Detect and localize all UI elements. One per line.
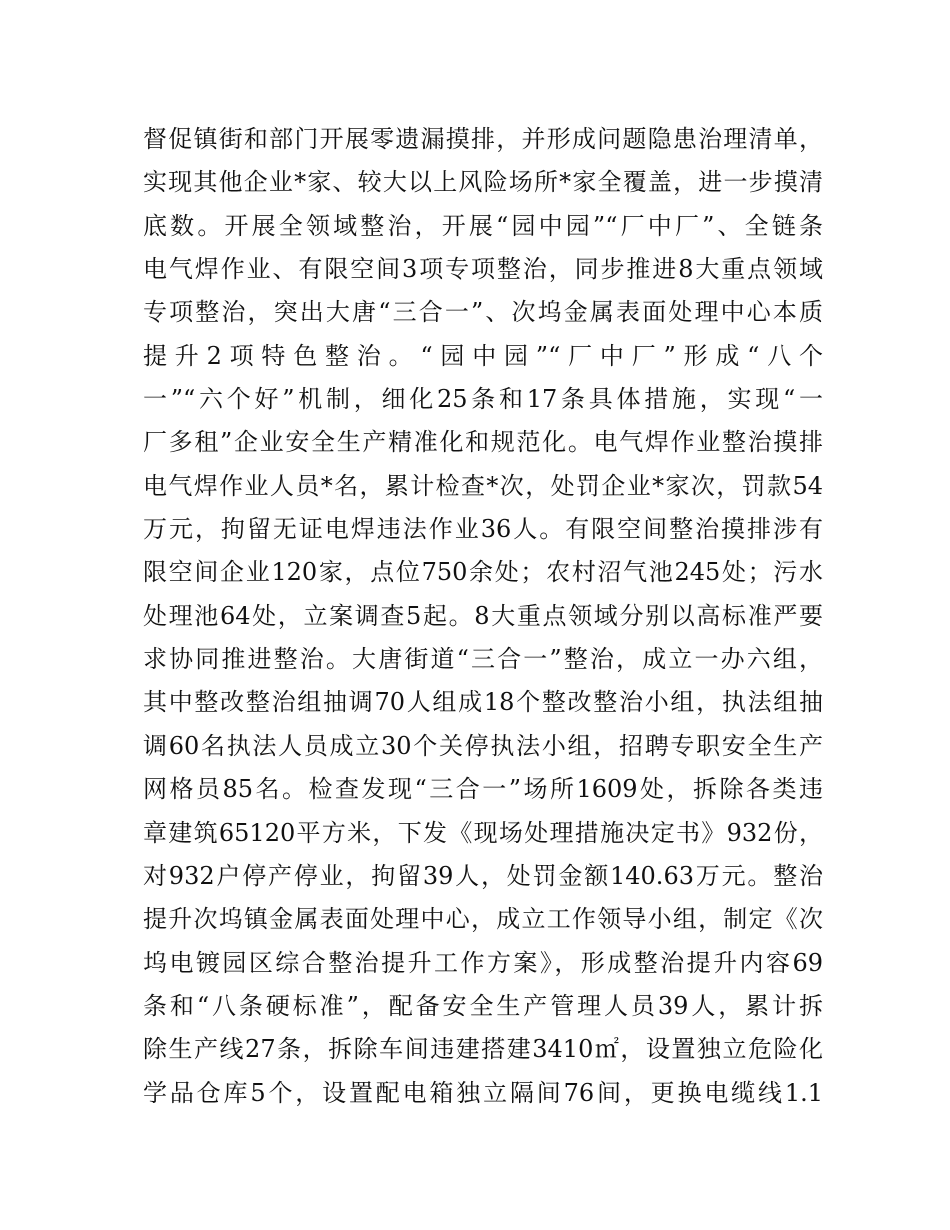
text-line: 底数。开展全领域整治，开展“园中园”“厂中厂”、全链条 [143, 211, 823, 240]
text-line: 条和“八条硬标准”，配备安全生产管理人员39人，累计拆 [143, 991, 823, 1020]
document-body [143, 118, 823, 1115]
text-line: 除生产线27条，拆除车间违建搭建3410㎡，设置独立危险化 [143, 1035, 823, 1064]
text-line: 提升次坞镇金属表面处理中心，成立工作领导小组，制定《次 [143, 905, 823, 934]
text-line: 电气焊作业、有限空间3项专项整治，同步推进8大重点领域 [143, 255, 823, 284]
text-line: 实现其他企业*家、较大以上风险场所*家全覆盖，进一步摸清 [143, 168, 823, 197]
text-line: 处理池64处，立案调查5起。8大重点领域分别以高标准严要 [143, 601, 823, 630]
text-line: 网格员85名。检查发现“三合一”场所1609处，拆除各类违 [143, 775, 823, 804]
text-line: 对932户停产停业，拘留39人，处罚金额140.63万元。整治 [143, 861, 823, 890]
text-line: 学品仓库5个，设置配电箱独立隔间76间，更换电缆线1.1 [143, 1078, 823, 1107]
text-line: 提升2项特色整治。“园中园”“厂中厂”形成“八个 [143, 341, 823, 370]
text-line: 电气焊作业人员*名，累计检查*次，处罚企业*家次，罚款54 [143, 471, 823, 500]
text-line: 一”“六个好”机制，细化25条和17条具体措施，实现“一 [143, 385, 823, 414]
text-line: 调60名执法人员成立30个关停执法小组，招聘专职安全生产 [143, 731, 823, 760]
text-line: 专项整治，突出大唐“三合一”、次坞金属表面处理中心本质 [143, 298, 823, 327]
text-line: 厂多租”企业安全生产精准化和规范化。电气焊作业整治摸排 [143, 428, 823, 457]
text-line: 求协同推进整治。大唐街道“三合一”整治，成立一办六组， [143, 645, 823, 674]
text-line: 其中整改整治组抽调70人组成18个整改整治小组，执法组抽 [143, 688, 823, 717]
text-line: 督促镇街和部门开展零遗漏摸排，并形成问题隐患治理清单， [143, 125, 823, 153]
text-line: 章建筑65120平方米，下发《现场处理措施决定书》932份， [143, 818, 823, 847]
text-line: 限空间企业120家，点位750余处；农村沼气池245处；污水 [143, 558, 823, 587]
text-line: 万元，拘留无证电焊违法作业36人。有限空间整治摸排涉有 [143, 515, 823, 544]
text-line: 坞电镀园区综合整治提升工作方案》，形成整治提升内容69 [143, 948, 823, 977]
